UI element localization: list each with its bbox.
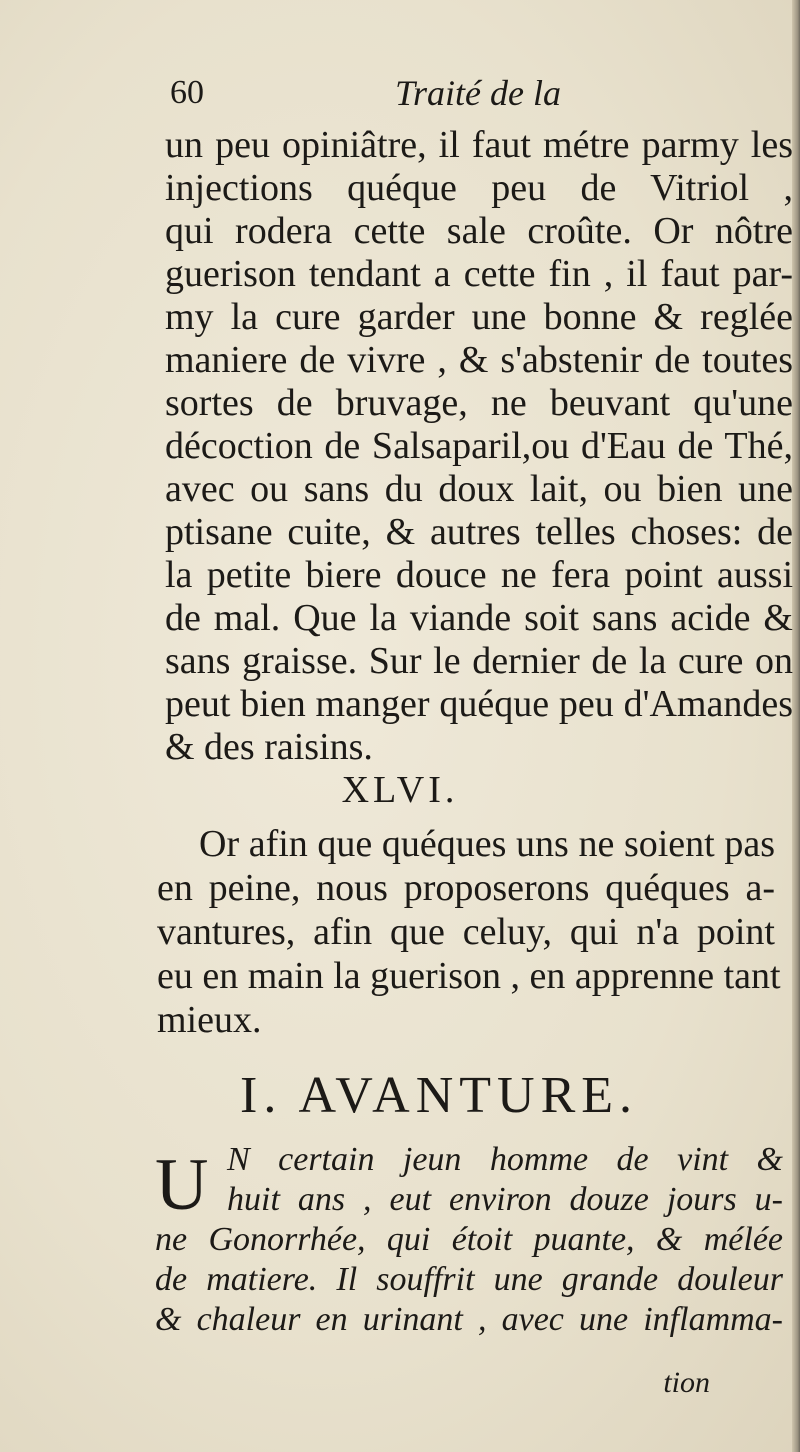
text-line: N certain jeun homme de vint &	[227, 1141, 783, 1178]
text-line: guerison tendant a cette fin , il faut par-	[165, 253, 793, 295]
text-line: sortes de bruvage, ne beuvant qu'une	[165, 382, 793, 424]
text-line: maniere de vivre , & s'abstenir de toutes	[165, 339, 793, 381]
adventure-heading: I. AVANTURE.	[240, 1067, 639, 1124]
text-line: qui rodera cette sale croûte. Or nôtre	[165, 210, 793, 252]
text-line: mieux.	[157, 999, 262, 1041]
page-number: 60	[170, 74, 204, 111]
text-line: vantures, afin que celuy, qui n'a point	[157, 911, 775, 953]
catchword: tion	[663, 1366, 710, 1399]
text-line: en peine, nous proposerons quéques a-	[157, 867, 775, 909]
text-line: un peu opiniâtre, il faut métre parmy les	[165, 124, 793, 166]
section-heading: XLVI.	[341, 769, 459, 811]
running-title: Traité de la	[395, 73, 562, 113]
text-line: avec ou sans du doux lait, ou bien une	[165, 468, 793, 510]
text-line: la petite biere douce ne fera point aussi	[165, 554, 793, 596]
text-line: huit ans , eut environ douze jours u-	[227, 1181, 783, 1218]
text-line: & chaleur en urinant , avec une inflamma-	[155, 1301, 783, 1338]
text-line: de matiere. Il souffrit une grande douleur	[155, 1261, 783, 1298]
text-line: ptisane cuite, & autres telles choses: de	[165, 511, 793, 553]
drop-cap: U	[155, 1144, 209, 1226]
paragraph-2	[157, 822, 781, 1042]
text-line: injections quéque peu de Vitriol ,	[165, 167, 793, 209]
page-header	[170, 70, 730, 118]
text-line: ne Gonorrhée, qui étoit puante, & mélée	[155, 1221, 783, 1258]
text-line: Or afin que quéques uns ne soient pas	[199, 823, 775, 865]
adventure-text	[155, 1140, 783, 1340]
text-line: my la cure garder une bonne & reglée	[165, 296, 793, 338]
page-edge-shadow	[792, 0, 800, 1452]
text-line: eu en main la guerison , en apprenne tant	[157, 955, 781, 997]
text-line: peut bien manger quéque peu d'Amandes	[165, 683, 793, 725]
text-line: & des raisins.	[165, 726, 373, 768]
paragraph-1	[165, 124, 793, 769]
text-line: de mal. Que la viande soit sans acide &	[165, 597, 793, 639]
text-line: décoction de Salsaparil,ou d'Eau de Thé,	[165, 425, 793, 467]
text-line: sans graisse. Sur le dernier de la cure on	[165, 640, 793, 682]
